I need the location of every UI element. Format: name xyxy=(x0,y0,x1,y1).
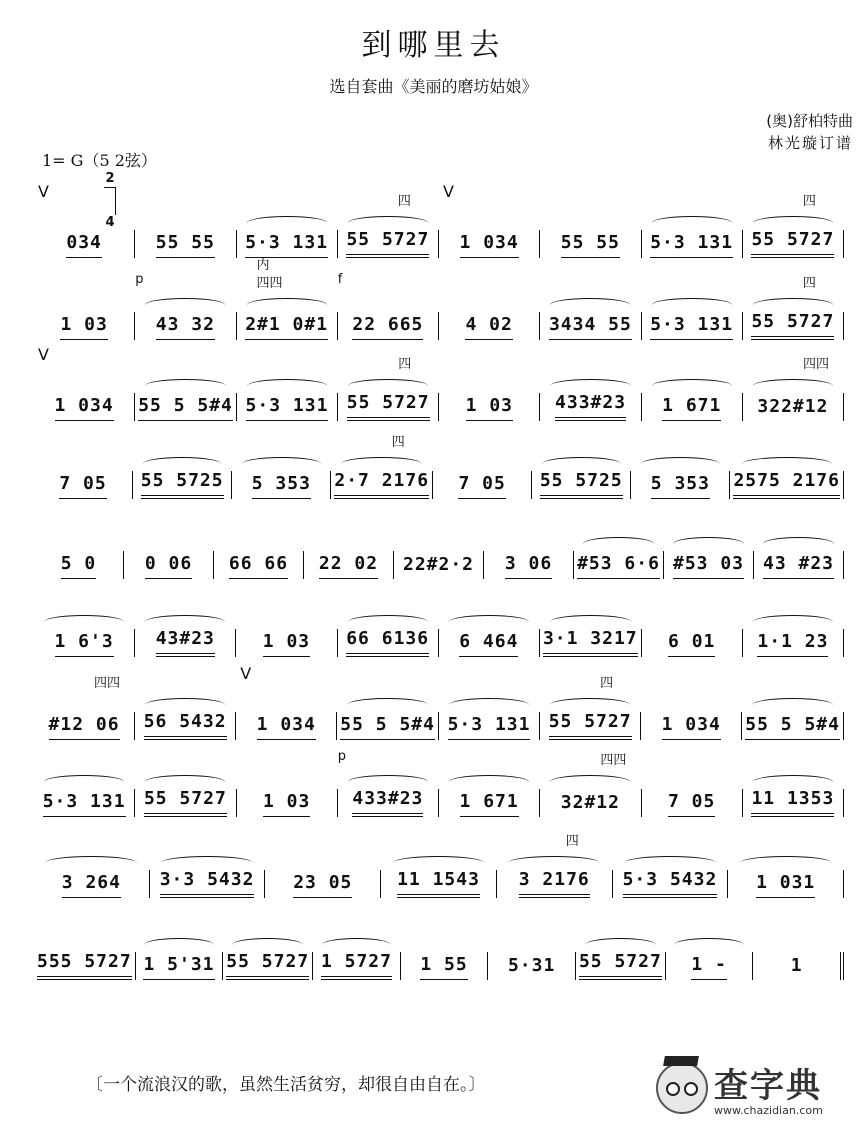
measure xyxy=(540,393,641,421)
performance-mark: 四 xyxy=(802,276,816,291)
measure xyxy=(642,789,743,817)
measure xyxy=(34,471,133,499)
measure xyxy=(488,952,576,980)
slur-mark xyxy=(348,216,428,230)
measure xyxy=(232,471,331,499)
slur-mark xyxy=(44,615,124,629)
measure xyxy=(753,952,844,980)
watermark-url: www.chazidian.com xyxy=(714,1104,823,1117)
measure-notes: 5·3 131 xyxy=(246,395,329,421)
measure-notes: 5·3 131 xyxy=(650,314,733,340)
measure-notes: 1 671 xyxy=(460,791,519,817)
measure xyxy=(401,952,489,980)
mascot-icon xyxy=(656,1062,708,1114)
measure xyxy=(34,345,135,421)
measure-notes: 1 034 xyxy=(55,395,114,421)
measure-notes: 55 5727 xyxy=(751,311,834,340)
slur-mark xyxy=(144,938,213,952)
measure xyxy=(34,789,135,817)
measure-notes: 1·1 23 xyxy=(757,631,828,657)
measure-notes: #53 03 xyxy=(673,553,744,579)
performance-mark: 四 xyxy=(397,194,411,209)
measure xyxy=(237,230,338,258)
slur-mark xyxy=(542,457,621,471)
time-bottom: 4 xyxy=(105,215,115,230)
measure xyxy=(237,258,338,340)
measure-notes: 0 06 xyxy=(145,553,192,579)
measure xyxy=(664,551,754,579)
measure-notes: 6 01 xyxy=(668,631,715,657)
measure-notes: 3 264 xyxy=(62,872,121,898)
measure-notes: 55 55 xyxy=(156,232,215,258)
measure xyxy=(214,551,304,579)
slur-mark xyxy=(641,457,720,471)
slur-mark xyxy=(583,537,654,551)
composer-credit: (奥)舒柏特曲 xyxy=(766,112,853,130)
slur-mark xyxy=(550,775,630,789)
measure xyxy=(540,230,641,258)
measure-notes: 55 5 5#4 xyxy=(138,395,233,421)
measure-notes: #12 06 xyxy=(49,714,120,740)
score-row xyxy=(34,834,844,898)
measure xyxy=(34,629,135,657)
measure-notes: 1 03 xyxy=(60,314,107,340)
measure-notes: 55 5727 xyxy=(347,392,430,421)
measure xyxy=(574,551,664,579)
measure xyxy=(540,676,641,740)
slur-mark xyxy=(753,216,833,230)
slur-mark xyxy=(742,457,832,471)
measure xyxy=(34,182,135,258)
measure-notes: 1 034 xyxy=(460,232,519,258)
measure-notes: 433#23 xyxy=(352,788,423,817)
measure-notes: 1 - xyxy=(691,954,727,980)
measure xyxy=(532,471,631,499)
measure-notes: 7 05 xyxy=(59,473,106,499)
measure-notes: 55 5727 xyxy=(226,951,309,980)
measure-notes: 5·3 131 xyxy=(245,232,328,258)
score-row xyxy=(34,545,844,579)
slur-mark xyxy=(348,775,428,789)
measure-notes: 3·3 5432 xyxy=(160,869,255,898)
measure xyxy=(135,712,236,740)
measure-notes: 5 0 xyxy=(61,553,97,579)
slur-mark xyxy=(449,698,529,712)
slur-mark xyxy=(740,856,832,870)
slur-mark xyxy=(752,698,833,712)
measure-notes: 433#23 xyxy=(555,392,626,421)
slur-mark xyxy=(145,615,225,629)
measure-notes: 1 03 xyxy=(263,631,310,657)
slur-mark xyxy=(247,379,327,393)
measure xyxy=(743,194,844,258)
performance-mark: 四四 xyxy=(802,357,829,372)
performance-mark: 四 xyxy=(802,194,816,209)
measure-notes: 55 5727 xyxy=(579,951,662,980)
measure xyxy=(642,629,743,657)
slur-mark xyxy=(247,216,327,230)
measure-notes: 43#23 xyxy=(156,628,215,657)
slur-mark xyxy=(508,856,600,870)
performance-mark: f xyxy=(337,272,343,287)
measure xyxy=(497,834,613,898)
measure xyxy=(34,676,135,740)
slur-mark xyxy=(143,457,222,471)
measure xyxy=(331,435,433,499)
measure-notes: 55 5727 xyxy=(144,788,227,817)
measure xyxy=(135,629,236,657)
measure xyxy=(135,272,236,340)
performance-mark: 四 xyxy=(398,357,412,372)
measure-notes: 11 1543 xyxy=(397,869,480,898)
measure-notes: 22 665 xyxy=(352,314,423,340)
measure-notes: 1 034 xyxy=(662,714,721,740)
measure-notes: 11 1353 xyxy=(751,788,834,817)
measure xyxy=(642,230,743,258)
measure-notes: 6 464 xyxy=(459,631,518,657)
measure-notes: 2575 2176 xyxy=(733,470,840,499)
measure xyxy=(223,952,313,980)
measure xyxy=(337,272,439,340)
sheet-subtitle: 选自套曲《美丽的磨坊姑娘》 xyxy=(329,77,538,96)
measure xyxy=(540,753,641,817)
measure-notes: 55 55 xyxy=(561,232,620,258)
measure xyxy=(237,789,338,817)
measure-notes: 555 5727 xyxy=(37,951,132,980)
measure xyxy=(642,393,743,421)
measure-notes: 1 031 xyxy=(756,872,815,898)
measure xyxy=(338,194,439,258)
measure xyxy=(631,471,730,499)
measure xyxy=(540,629,642,657)
performance-mark: V xyxy=(443,182,454,201)
measure xyxy=(439,629,540,657)
measure-notes: 1 xyxy=(790,955,803,976)
measure-notes: 66 6136 xyxy=(346,628,429,657)
slur-mark xyxy=(161,856,253,870)
measure xyxy=(730,471,844,499)
measure-notes: 23 05 xyxy=(293,872,352,898)
measure xyxy=(439,182,540,258)
measure-notes: 1 6'3 xyxy=(55,631,114,657)
measure xyxy=(313,952,401,980)
measure-notes: 66 66 xyxy=(229,553,288,579)
measure-notes: 5 353 xyxy=(651,473,710,499)
measure xyxy=(237,393,338,421)
measure-notes: 3 2176 xyxy=(519,869,590,898)
measure-notes: 55 5727 xyxy=(549,711,632,740)
performance-mark: 四 xyxy=(600,676,614,691)
measure-notes: 1 671 xyxy=(662,395,721,421)
slur-mark xyxy=(449,615,529,629)
slur-mark xyxy=(652,379,732,393)
measure-notes: 5·3 5432 xyxy=(623,869,718,898)
score-row xyxy=(34,664,844,740)
measure xyxy=(439,789,540,817)
measure xyxy=(337,712,439,740)
performance-mark: 内 xyxy=(256,258,270,273)
slur-mark xyxy=(145,698,225,712)
measure xyxy=(641,712,742,740)
measure xyxy=(34,952,136,980)
score-row xyxy=(34,345,844,421)
measure-notes: 4 02 xyxy=(465,314,512,340)
slur-mark xyxy=(449,775,529,789)
performance-mark: 四四 xyxy=(256,276,283,291)
measure-notes: 55 5725 xyxy=(141,470,224,499)
measure-notes: 3·1 3217 xyxy=(543,628,638,657)
measure xyxy=(124,551,214,579)
measure-notes: 56 5432 xyxy=(144,711,227,740)
measure xyxy=(439,393,540,421)
watermark-logo xyxy=(654,1056,854,1126)
slur-mark xyxy=(550,698,630,712)
measure-notes: 5·3 131 xyxy=(43,791,126,817)
key-signature: 1= G（5 2弦） xyxy=(42,151,157,170)
slur-mark xyxy=(145,298,225,312)
measure-notes: 034 xyxy=(66,232,102,258)
slur-mark xyxy=(673,537,744,551)
measure-notes: 55 5727 xyxy=(346,229,429,258)
score-row xyxy=(34,623,844,657)
slur-mark xyxy=(585,938,656,952)
footer-note: 〔一个流浪汉的歌，虽然生活贫穷，却很自由自在。〕 xyxy=(86,1075,486,1095)
slur-mark xyxy=(347,698,428,712)
slur-mark xyxy=(550,379,630,393)
measure-notes: 5·3 131 xyxy=(448,714,531,740)
measure xyxy=(439,312,540,340)
measure xyxy=(150,870,266,898)
measure-notes: 1 5'31 xyxy=(143,954,214,980)
time-top: 2 xyxy=(105,171,115,186)
score-row xyxy=(34,435,844,499)
measure xyxy=(136,952,224,980)
slur-mark xyxy=(145,379,226,393)
slur-mark xyxy=(145,775,225,789)
performance-mark: 四 xyxy=(391,435,405,450)
measure xyxy=(754,551,844,579)
slur-mark xyxy=(652,298,732,312)
slur-mark xyxy=(624,856,716,870)
measure-notes: 3 06 xyxy=(505,553,552,579)
measure xyxy=(34,551,124,579)
measure xyxy=(433,471,532,499)
measure-notes: 55 5727 xyxy=(751,229,834,258)
measure xyxy=(34,870,150,898)
slur-mark xyxy=(753,298,833,312)
measure-notes: 22#2·2 xyxy=(402,554,475,575)
measure xyxy=(381,870,497,898)
measure-notes: 55 5 5#4 xyxy=(745,714,840,740)
slur-mark xyxy=(242,457,321,471)
arranger-credit: 林光璇订谱 xyxy=(767,134,853,152)
measure xyxy=(135,230,236,258)
measure xyxy=(338,357,439,421)
measure xyxy=(743,789,844,817)
measure xyxy=(743,629,844,657)
slur-mark xyxy=(348,615,428,629)
measure-notes: #53 6·6 xyxy=(577,553,660,579)
slur-mark xyxy=(763,537,834,551)
measure xyxy=(394,551,484,579)
measure xyxy=(236,629,337,657)
measure xyxy=(576,952,666,980)
performance-mark: 四四 xyxy=(600,753,627,768)
measure xyxy=(540,312,641,340)
measure-notes: 5·31 xyxy=(507,955,556,976)
measure xyxy=(236,664,337,740)
slur-mark xyxy=(550,298,630,312)
measure-notes: 1 03 xyxy=(466,395,513,421)
measure xyxy=(439,712,540,740)
slur-mark xyxy=(393,856,485,870)
measure-notes: 3434 55 xyxy=(549,314,632,340)
measure-notes: 22 02 xyxy=(319,553,378,579)
measure xyxy=(338,629,439,657)
measure-notes: 7 05 xyxy=(458,473,505,499)
performance-mark: V xyxy=(38,182,49,201)
measure xyxy=(728,870,844,898)
score-row xyxy=(34,258,844,340)
performance-mark: 四 xyxy=(565,834,579,849)
performance-mark: p xyxy=(135,272,144,287)
measure-notes: 2·7 2176 xyxy=(334,470,429,499)
measure xyxy=(613,870,729,898)
measure xyxy=(743,357,844,421)
measure-notes: 1 55 xyxy=(420,954,467,980)
measure xyxy=(642,312,743,340)
sheet-title: 到哪里去 xyxy=(361,28,506,63)
measure-notes: 1 5727 xyxy=(321,951,392,980)
slur-mark xyxy=(232,938,303,952)
performance-mark: V xyxy=(38,345,49,364)
measure-notes: 5·3 131 xyxy=(650,232,733,258)
measure-notes: 1 034 xyxy=(257,714,316,740)
slur-mark xyxy=(247,298,327,312)
measure xyxy=(337,749,439,817)
slur-mark xyxy=(44,775,124,789)
slur-mark xyxy=(45,856,137,870)
slur-mark xyxy=(753,615,833,629)
measure-notes: 5 353 xyxy=(252,473,311,499)
measure xyxy=(135,789,236,817)
slur-mark xyxy=(753,775,833,789)
slur-mark xyxy=(753,379,833,393)
score-row xyxy=(34,946,844,980)
measure-notes: 55 5 5#4 xyxy=(340,714,435,740)
performance-mark: 四四 xyxy=(94,676,121,691)
measure xyxy=(265,870,381,898)
measure-notes: 7 05 xyxy=(668,791,715,817)
performance-mark: p xyxy=(337,749,347,764)
measure xyxy=(304,551,394,579)
measure xyxy=(743,276,844,340)
slur-mark xyxy=(341,457,422,471)
measure-notes: 55 5725 xyxy=(540,470,623,499)
watermark-brand: 查字典 xyxy=(714,1066,822,1106)
slur-mark xyxy=(652,216,732,230)
measure-notes: 43 32 xyxy=(156,314,215,340)
measure xyxy=(484,551,574,579)
measure-notes: 1 03 xyxy=(263,791,310,817)
slur-mark xyxy=(674,938,743,952)
slur-mark xyxy=(348,379,428,393)
slur-mark xyxy=(550,615,631,629)
score-row xyxy=(34,749,844,817)
slur-mark xyxy=(322,938,391,952)
measure xyxy=(135,393,237,421)
score-row xyxy=(34,182,844,258)
performance-mark: V xyxy=(240,664,252,683)
measure-notes: 32#12 xyxy=(560,792,620,813)
measure xyxy=(133,471,232,499)
measure xyxy=(34,312,135,340)
measure-notes: 43 #23 xyxy=(763,553,834,579)
measure xyxy=(742,712,844,740)
time-signature xyxy=(104,172,116,230)
measure-notes: 322#12 xyxy=(757,396,829,417)
measure xyxy=(666,952,754,980)
measure-notes: 2#1 0#1 xyxy=(245,314,328,340)
